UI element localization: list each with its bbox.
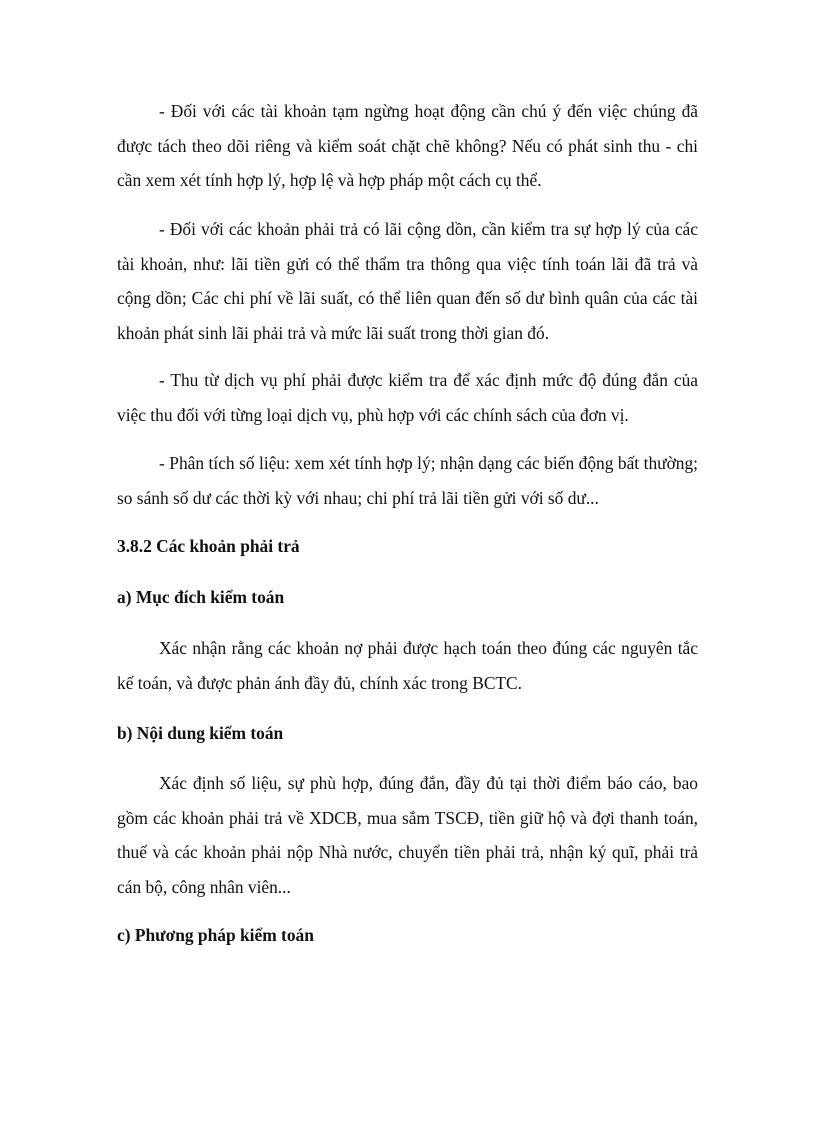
paragraph-data-analysis: - Phân tích số liệu: xem xét tính hợp lý; nhận dạng các biến động bất thường; so sánh số dư các thời kỳ với nhau; chi phí trả lãi tiền gửi với số dư... [117, 453, 698, 508]
paragraph-service-fees: - Thu từ dịch vụ phí phải được kiểm tra để xác định mức độ đúng đắn của việc thu đối với từng loại dịch vụ, phù hợp với các chính sách của đơn vị. [117, 370, 698, 425]
paragraph-suspended-accounts: - Đối với các tài khoản tạm ngừng hoạt động cần chú ý đến việc chúng đã được tách theo dõi riêng và kiểm soát chặt chẽ không? Nếu có phát sinh thu - chi cần xem xét tính hợp lý, hợp lệ và hợp pháp một cách cụ thể. [117, 101, 698, 190]
paragraph-accrued-interest: - Đối với các khoản phải trả có lãi cộng dồn, cần kiểm tra sự hợp lý của các tài khoản, như: lãi tiền gửi có thể thẩm tra thông qua việc tính toán lãi đã trả và cộng dồn; Các chi phí về lãi suất, có thể liên quan đến số dư bình quân của các tài khoản phát sinh lãi phải trả và mức lãi suất trong thời gian đó. [117, 219, 698, 343]
paragraph-audit-content: Xác định số liệu, sự phù hợp, đúng đắn, đầy đủ tại thời điểm báo cáo, bao gồm các khoản phải trả về XDCB, mua sắm TSCĐ, tiền giữ hộ và đợi thanh toán, thuế và các khoản phải nộp Nhà nước, chuyển tiền phải trả, nhận ký quĩ, phải trả cán bộ, công nhân viên... [117, 773, 698, 897]
section-heading: 3.8.2 Các khoản phải trả [117, 536, 300, 556]
subheading-audit-method: c) Phương pháp kiểm toán [117, 925, 314, 945]
paragraph-audit-purpose: Xác nhận rằng các khoản nợ phải được hạch toán theo đúng các nguyên tắc kế toán, và được phản ánh đầy đủ, chính xác trong BCTC. [117, 638, 698, 693]
subheading-audit-purpose: a) Mục đích kiểm toán [117, 587, 285, 607]
subheading-audit-content: b) Nội dung kiểm toán [117, 723, 284, 743]
